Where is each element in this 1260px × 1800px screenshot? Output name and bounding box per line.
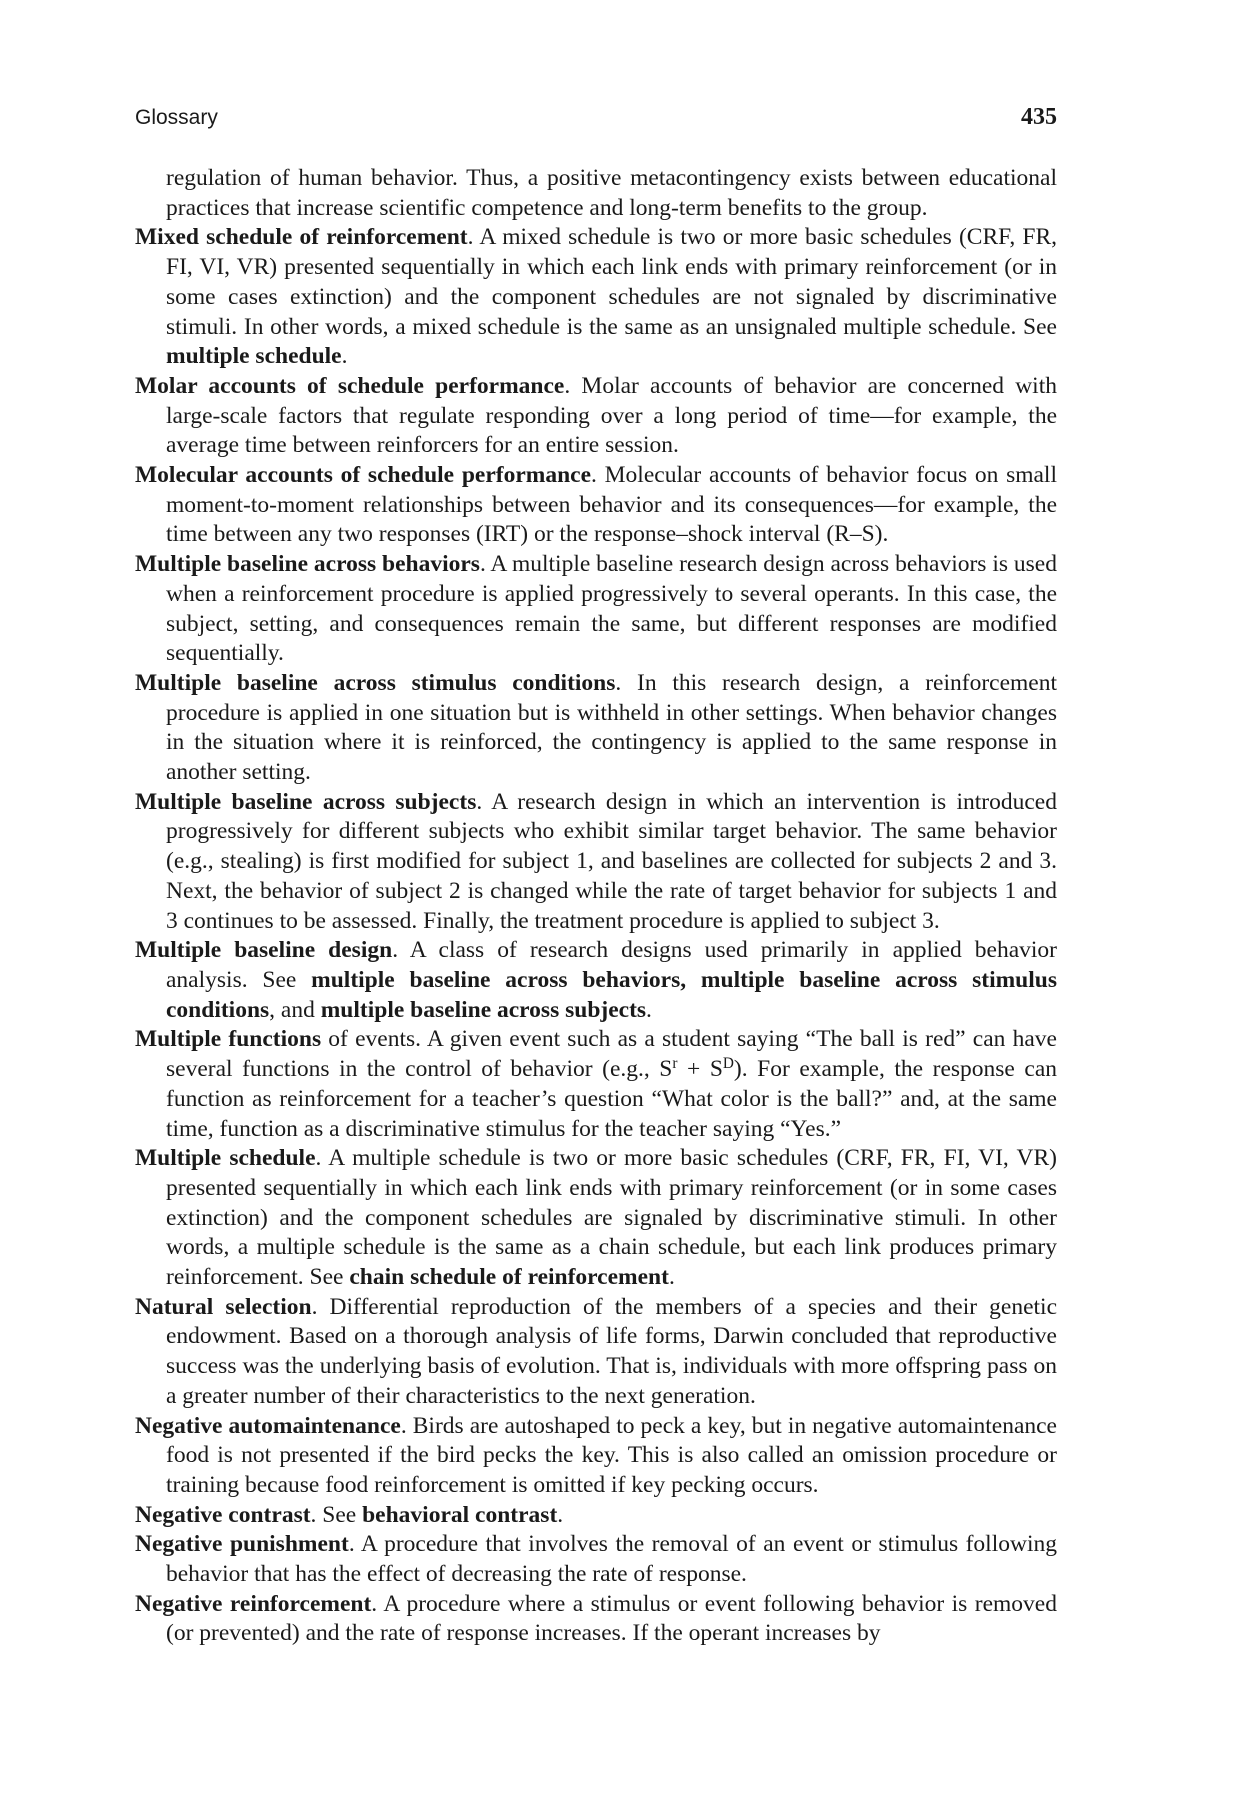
running-head: Glossary <box>135 106 218 129</box>
entry-term: Multiple baseline across subjects <box>135 788 477 815</box>
cross-reference-2: multiple baseline across subjects <box>320 996 647 1023</box>
glossary-entry-multiple-baseline-behaviors <box>135 550 1057 669</box>
entry-text-tail: . <box>557 1501 564 1528</box>
glossary-entry-negative-contrast <box>135 1501 1057 1531</box>
entry-text: . A procedure where a stimulus or event following behavior is removed (or prevented) and the rate of response increases. If the operant increases by <box>166 1590 1057 1647</box>
entry-text: . A research design in which an intervention is introduced progressively for different subjects who exhibit similar target behavior. The same behavior (e.g., stealing) is first modified for subject 1, and baselines are collected for subjects 2 and 3. Next, the behavior of subject 2 is changed while the rate of target behavior for subjects 1 and 3 continues to be assessed. Finally, the treatment procedure is applied to subject 3. <box>166 788 1057 934</box>
glossary-entry-negative-punishment <box>135 1530 1057 1589</box>
entry-term: Multiple baseline design <box>135 937 393 964</box>
entry-text: . See <box>310 1501 363 1528</box>
entry-term: Multiple baseline across stimulus conditions <box>135 669 616 696</box>
glossary-body <box>135 164 1057 1649</box>
glossary-entry-negative-reinforcement <box>135 1590 1057 1649</box>
glossary-entry-multiple-functions <box>135 1025 1057 1144</box>
glossary-entry-molecular-accounts <box>135 461 1057 550</box>
entry-text: . A multiple schedule is two or more basic schedules (CRF, FR, FI, VI, VR) presented sequentially in which each link ends with primary reinforcement (or in some cases extinction) and the component schedules are signaled by discriminative stimuli. In other words, a multiple schedule is the same as a chain schedule, but each link produces primary reinforcement. See <box>166 1145 1057 1291</box>
glossary-entry-multiple-baseline-stimulus <box>135 669 1057 788</box>
entry-text: . Differential reproduction of the members of a species and their genetic endowment. Based on a thorough analysis of life forms, Darwin concluded that reproductive success was the underlying basis of evolution. That is, individuals with more offspring pass on a greater number of their characteristics to the next generation. <box>166 1293 1058 1409</box>
entry-text: . In this research design, a reinforcement procedure is applied in one situation but is withheld in other settings. When behavior changes in the situation where it is reinforced, the contingency is applied to the same response in another setting. <box>166 669 1057 786</box>
entry-text: . A mixed schedule is two or more basic schedules (CRF, FR, FI, VI, VR) presented sequentially in which each link ends with primary reinforcement (or in some cases extinction) and the component schedules are not signaled by discriminative stimuli. In other words, a mixed schedule is the same as an unsignaled multiple schedule. See <box>166 224 1057 340</box>
entry-term: Multiple baseline across behaviors <box>135 551 480 578</box>
entry-text: . A class of research designs used primarily in applied behavior analysis. See <box>166 937 1057 993</box>
page-header <box>135 104 1057 131</box>
entry-term: Negative reinforcement <box>135 1590 372 1617</box>
page-number: 435 <box>1021 104 1057 130</box>
entry-term: Natural selection <box>135 1293 312 1320</box>
superscript-d: D <box>722 1054 734 1072</box>
cross-reference: behavioral contrast <box>362 1501 558 1528</box>
entry-text-b: + S <box>677 1056 723 1083</box>
cross-reference: multiple schedule <box>166 343 342 370</box>
entry-text: . Molecular accounts of behavior focus on small moment-to-moment relationships between behavior and its consequences—for example, the time between any two responses (IRT) or the response–shock interval (R–S). <box>166 462 1057 548</box>
entry-text: regulation of human behavior. Thus, a positive metacontingency exists between educational practices that increase scientific competence and long-term benefits to the group. <box>166 165 1057 221</box>
entry-term: Negative contrast <box>135 1501 311 1528</box>
cross-reference: multiple baseline across behaviors, multiple baseline across stimulus conditions <box>166 966 1057 1023</box>
entry-text: of events. A given event such as a student saying “The ball is red” can have several functions in the control of behavior (e.g., S <box>166 1026 1057 1083</box>
entry-term: Negative punishment <box>135 1531 349 1558</box>
cross-reference: chain schedule of reinforcement <box>349 1264 669 1291</box>
entry-term: Mixed schedule of reinforcement <box>135 224 468 251</box>
entry-text: . A procedure that involves the removal of an event or stimulus following behavior that has the effect of decreasing the rate of response. <box>166 1531 1057 1588</box>
glossary-entry-multiple-baseline-design <box>135 936 1057 1025</box>
entry-text-tail: . <box>341 343 348 370</box>
entry-term: Negative automaintenance <box>135 1412 401 1439</box>
glossary-entry-negative-automaintenance <box>135 1412 1057 1501</box>
superscript-r: r <box>672 1054 678 1072</box>
entry-text-tail: . <box>646 996 652 1023</box>
glossary-entry-multiple-baseline-subjects <box>135 788 1057 937</box>
glossary-entry-continuation <box>135 164 1057 223</box>
glossary-entry-multiple-schedule <box>135 1144 1057 1293</box>
entry-text: . Birds are autoshaped to peck a key, but in negative automaintenance food is not presented if the bird pecks the key. This is also called an omission procedure or training because food reinforcement is omitted if key pecking occurs. <box>166 1412 1057 1498</box>
entry-term: Molecular accounts of schedule performance <box>135 462 592 489</box>
glossary-entry-natural-selection <box>135 1293 1057 1412</box>
entry-text-tail: . <box>668 1264 675 1291</box>
entry-text-2: , and <box>269 996 321 1023</box>
entry-term: Multiple schedule <box>135 1145 316 1172</box>
glossary-entry-molar-accounts <box>135 372 1057 461</box>
entry-text: . Molar accounts of behavior are concerned with large-scale factors that regulate responding over a long period of time—for example, the average time between reinforcers for an entire session. <box>166 372 1057 459</box>
entry-text-c: ). For example, the response can function as reinforcement for a teacher’s question “What color is the ball?” and, at the same time, function as a discriminative stimulus for the teacher saying “Yes.” <box>166 1056 1057 1142</box>
entry-term: Multiple functions <box>135 1026 322 1053</box>
entry-text: . A multiple baseline research design across behaviors is used when a reinforcement procedure is applied progressively to several operants. In this case, the subject, setting, and consequences remain the same, but different responses are modified sequentially. <box>166 551 1057 667</box>
entry-term: Molar accounts of schedule performance <box>135 372 565 399</box>
glossary-entry-mixed-schedule <box>135 223 1057 372</box>
